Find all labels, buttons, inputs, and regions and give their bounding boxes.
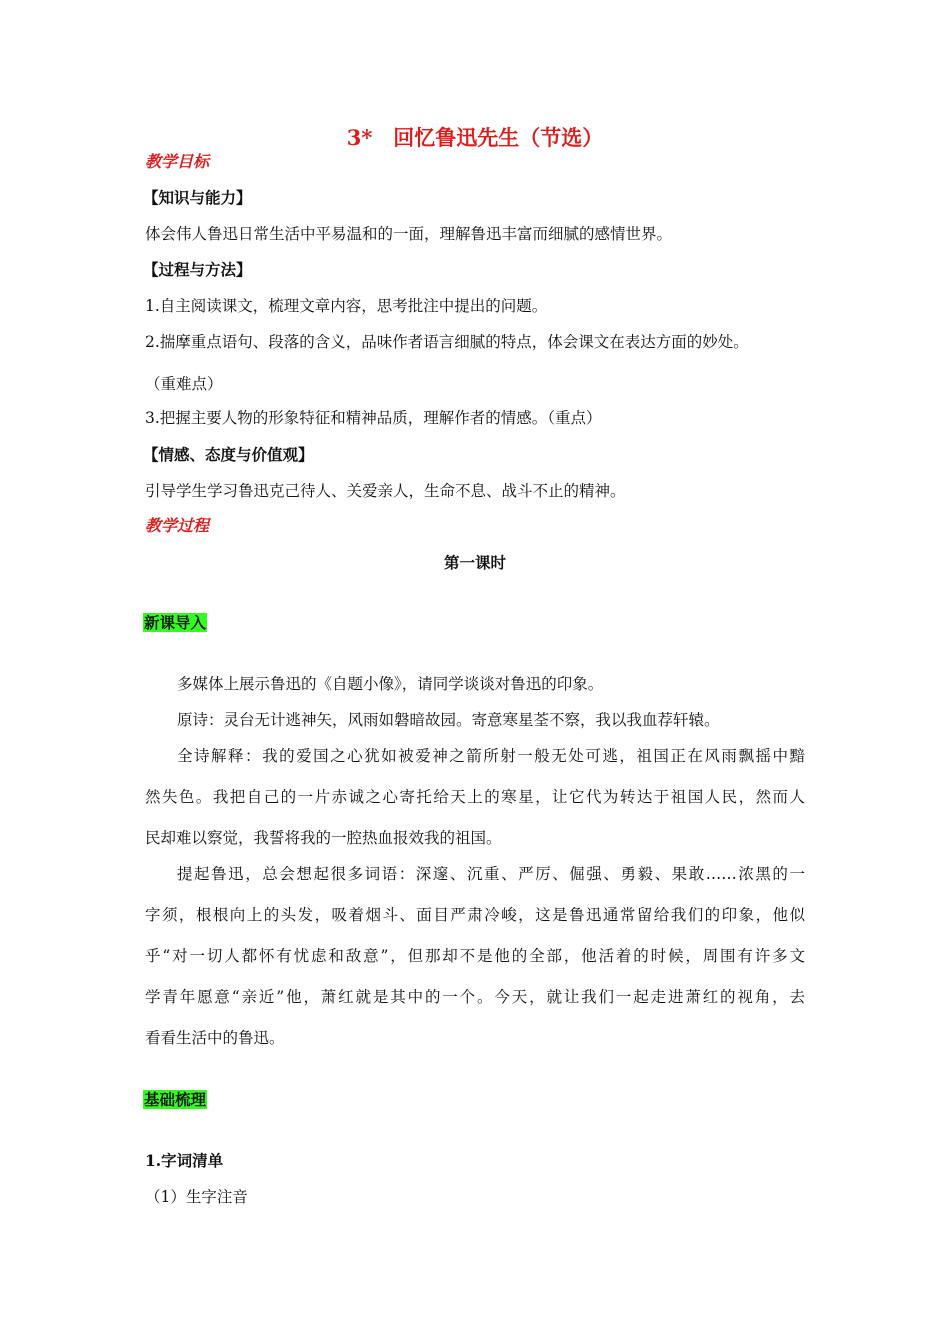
intro-label <box>143 613 207 633</box>
objectives-heading: 教学目标 <box>145 152 210 171</box>
process-heading: 教学过程 <box>145 516 210 535</box>
intro-paragraph-4-line-2: 字须，根根向上的头发，吸着烟斗、面目严肃冷峻，这是鲁迅通常留给我们的印象，他似 <box>145 906 805 924</box>
intro-paragraph-3-line-1: 全诗解释：我的爱国之心犹如被爱神之箭所射一般无处可逃，祖国正在风雨飘摇中黯 <box>177 747 805 765</box>
emotion-text: 引导学生学习鲁迅克己待人、关爱亲人，生命不息、战斗不止的精神。 <box>145 482 626 500</box>
intro-paragraph-4-line-4: 学青年愿意“亲近”他，萧红就是其中的一个。今天，就让我们一起走进萧红的视角，去 <box>145 988 805 1006</box>
process-item-2: 2.揣摩重点语句、段落的含义，品味作者语言细腻的特点，体会课文在表达方面的妙处。 <box>145 333 749 351</box>
intro-paragraph-3-line-3: 民却难以察觉，我誓将我的一腔热血报效我的祖国。 <box>145 829 502 847</box>
intro-paragraph-3-line-2: 然失色。我把自己的一片赤诚之心寄托给天上的寒星，让它代为转达于祖国人民，然而人 <box>145 788 805 806</box>
knowledge-heading: 【知识与能力】 <box>143 188 252 207</box>
intro-paragraph-4-line-1: 提起鲁迅，总会想起很多词语：深邃、沉重、严厉、倔强、勇毅、果敢……浓黑的一 <box>177 865 805 883</box>
intro-paragraph-1: 多媒体上展示鲁迅的《自题小像》，请同学谈谈对鲁迅的印象。 <box>177 675 604 693</box>
vocab-list-heading: 1.字词清单 <box>145 1151 224 1170</box>
basics-highlight: 基础梳理 <box>144 1090 207 1109</box>
lesson-title: 第一课时 <box>443 553 506 572</box>
intro-paragraph-2: 原诗：灵台无计逃神矢，风雨如磐暗故园。寄意寒星荃不察，我以我血荐轩辕。 <box>177 711 720 729</box>
intro-paragraph-4-line-5: 看看生活中的鲁迅。 <box>145 1029 285 1047</box>
pronunciation-item: （1）生字注音 <box>145 1188 248 1206</box>
process-method-heading: 【过程与方法】 <box>143 260 252 279</box>
basics-label <box>143 1090 207 1110</box>
intro-paragraph-4-line-3: 乎“对一切人都怀有忧虑和敌意”，但那却不是他的全部，他活着的时候，周围有许多文 <box>145 947 805 965</box>
emotion-heading: 【情感、态度与价值观】 <box>143 445 314 464</box>
page-title: 3* 回忆鲁迅先生（节选） <box>346 125 604 150</box>
process-item-1: 1.自主阅读课文，梳理文章内容，思考批注中提出的问题。 <box>145 297 548 315</box>
knowledge-text: 体会伟人鲁迅日常生活中平易温和的一面，理解鲁迅丰富而细腻的感情世界。 <box>145 225 673 243</box>
process-item-2-note: （重难点） <box>145 375 223 393</box>
process-item-3: 3.把握主要人物的形象特征和精神品质，理解作者的情感。（重点） <box>145 409 602 427</box>
intro-highlight: 新课导入 <box>144 613 207 632</box>
